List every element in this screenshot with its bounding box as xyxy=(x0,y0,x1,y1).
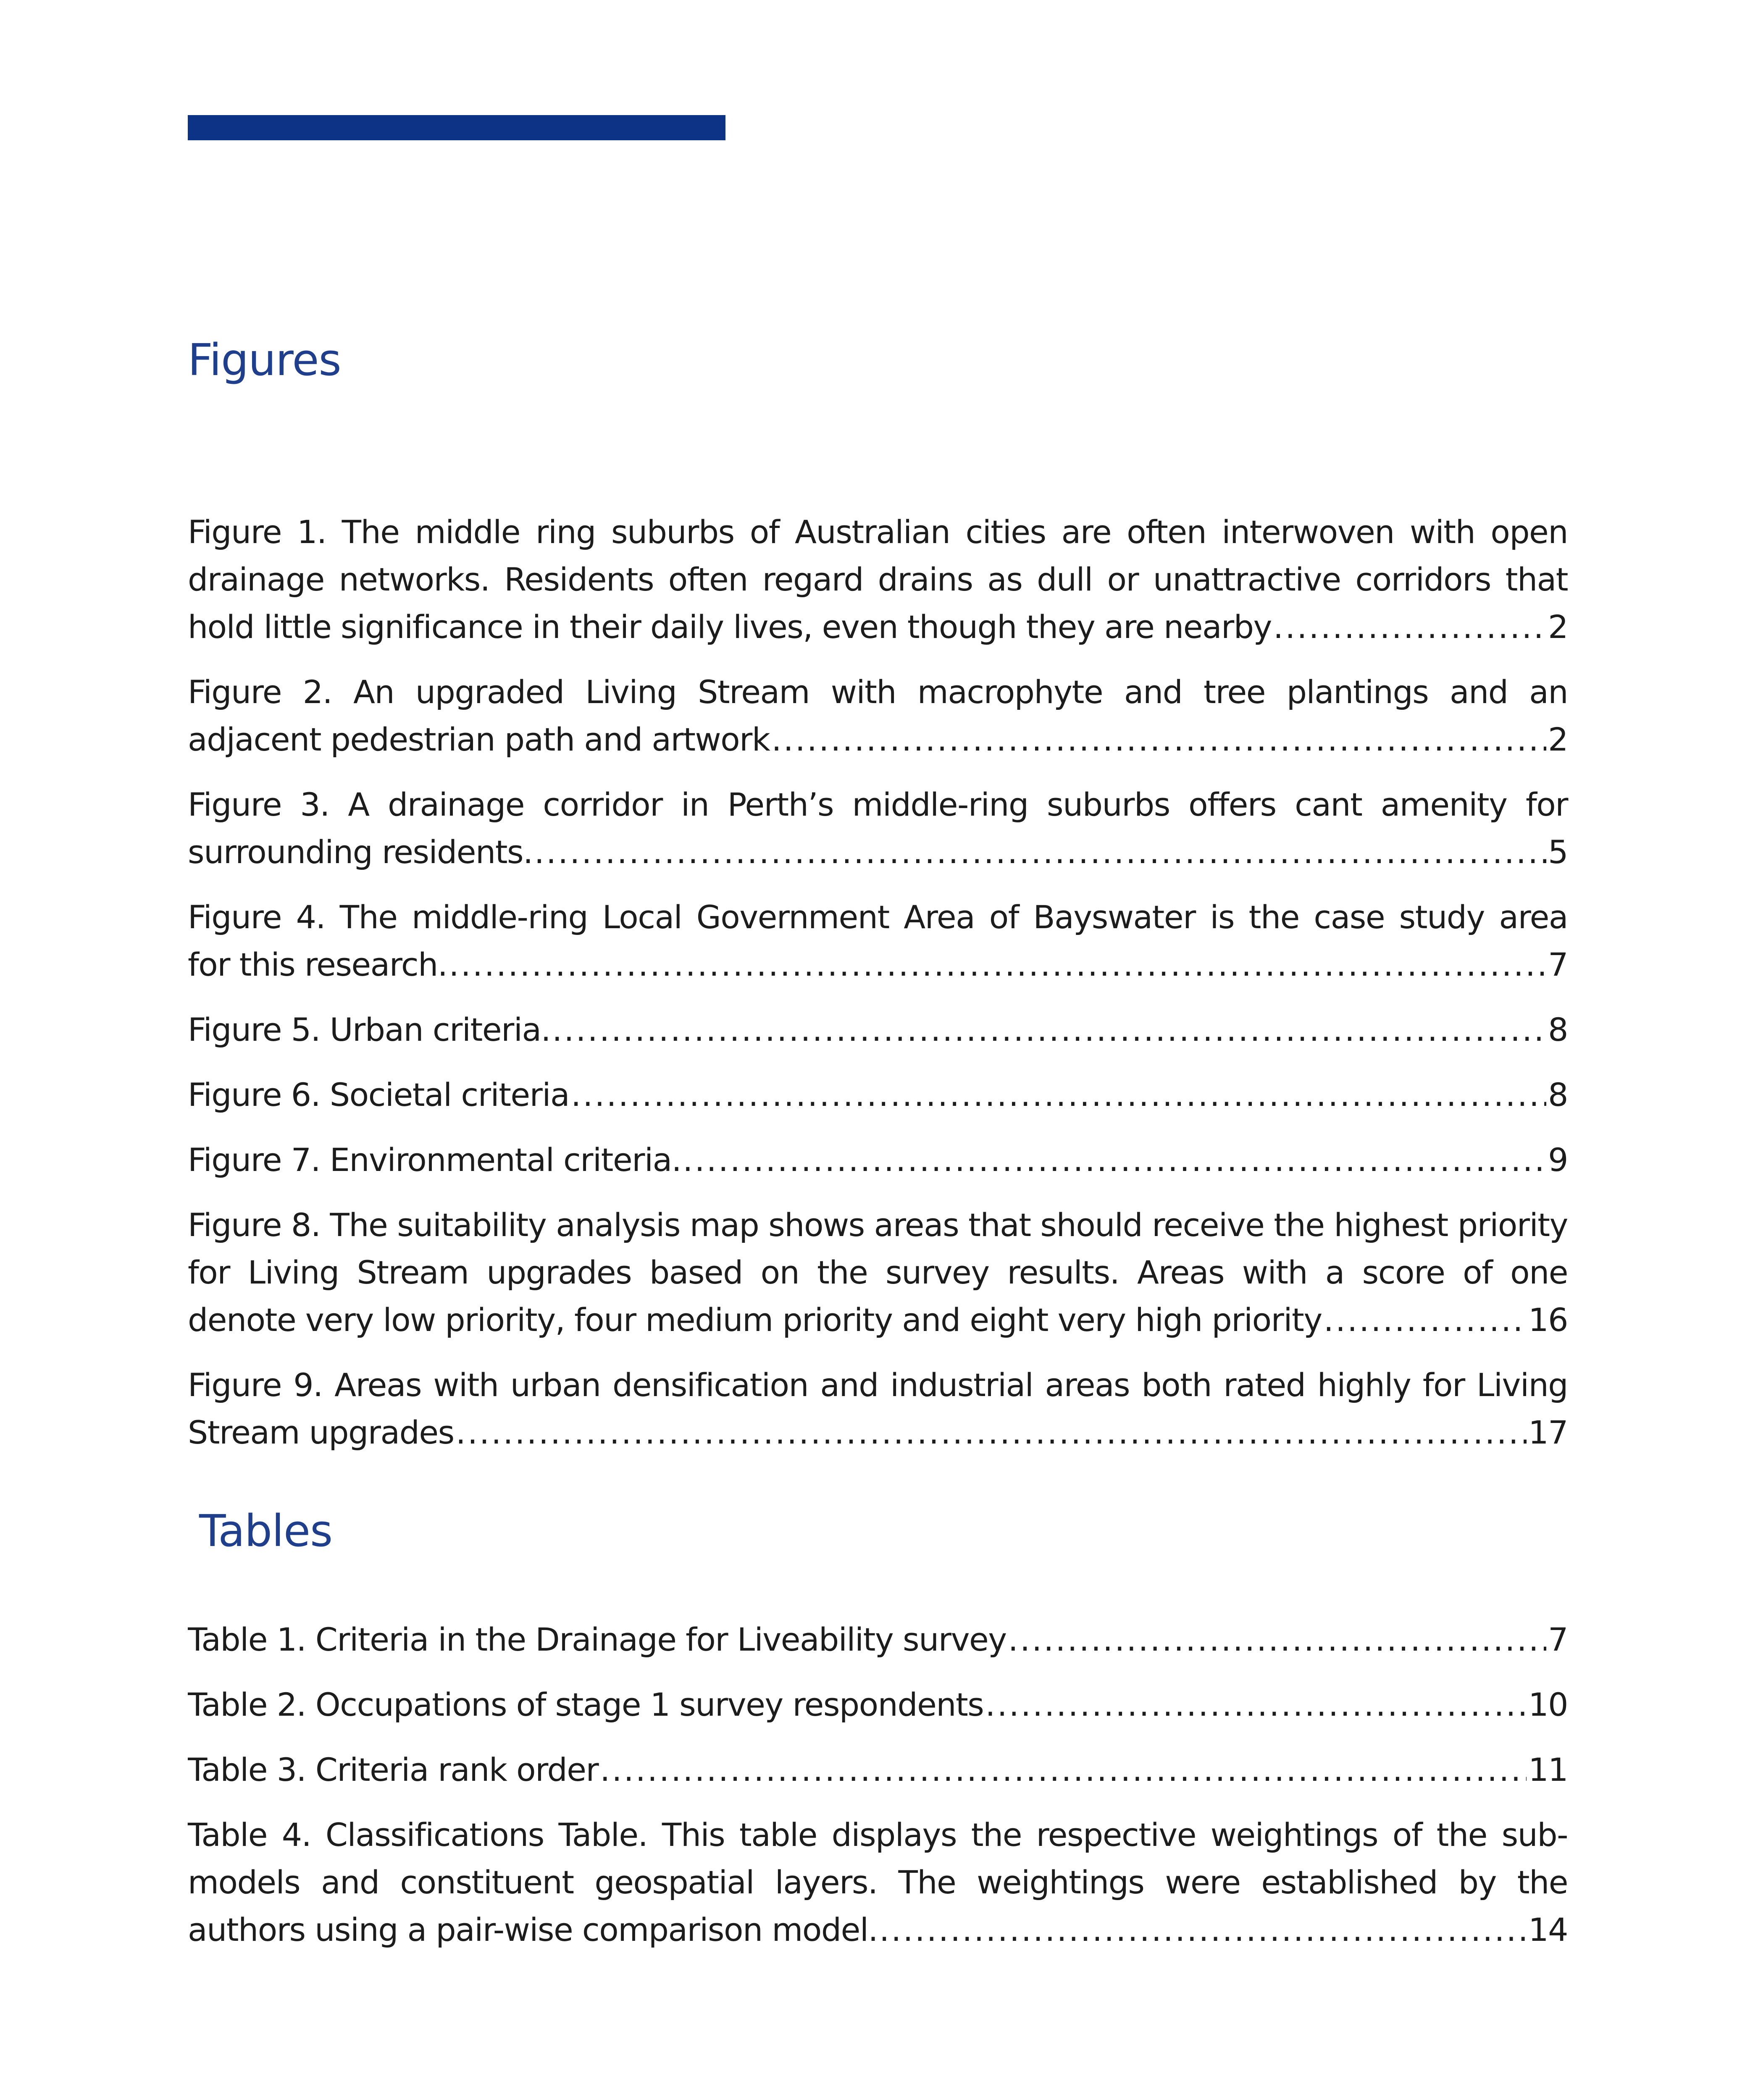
entry-title-line: Figure 2. An upgraded Living Stream with macrophyte and tree plantings and an xyxy=(188,673,1568,711)
page-number: 17 xyxy=(1528,1414,1568,1451)
page-number: 8 xyxy=(1548,1076,1568,1113)
entry-title-lines xyxy=(188,508,1568,603)
entry-last-line xyxy=(188,1296,1568,1344)
entry-title-lines xyxy=(188,893,1568,941)
entry-last-line xyxy=(188,828,1568,876)
entry-title-line: for Living Stream upgrades based on the survey results. Areas with a score of one xyxy=(188,1254,1568,1291)
entry-last-line xyxy=(188,716,1568,763)
entry-title-text: Figure 6. Societal criteria xyxy=(188,1076,570,1113)
entry-title-lines xyxy=(188,1361,1568,1409)
entry-title-text: surrounding residents. xyxy=(188,833,533,871)
entry-title-line: Figure 1. The middle ring suburbs of Australian cities are often interwoven with open xyxy=(188,513,1568,551)
entry-title-line: drainage networks. Residents often regard drains as dull or unattractive corridors that xyxy=(188,561,1568,598)
page-number: 11 xyxy=(1528,1751,1568,1788)
page-number: 2 xyxy=(1548,721,1568,758)
dot-leader xyxy=(771,716,1546,763)
table-entry[interactable] xyxy=(188,1616,1568,1663)
entry-title-lines xyxy=(188,781,1568,828)
entry-title-text: Table 2. Occupations of stage 1 survey respondents xyxy=(188,1686,984,1723)
entry-title-line: Figure 9. Areas with urban densification and industrial areas both rated highly for Living xyxy=(188,1366,1568,1404)
entry-last-line xyxy=(188,1746,1568,1793)
page-number: 9 xyxy=(1548,1141,1568,1179)
entry-title-lines xyxy=(188,668,1568,716)
entry-title-text: Table 1. Criteria in the Drainage for Liveability survey xyxy=(188,1621,1006,1658)
entry-title-lines xyxy=(188,1201,1568,1296)
entry-last-line xyxy=(188,603,1568,651)
page-number: 2 xyxy=(1548,608,1568,646)
page-number: 16 xyxy=(1528,1301,1568,1339)
dot-leader xyxy=(456,1409,1527,1456)
entry-title-text: authors using a pair-wise comparison model. xyxy=(188,1911,878,1948)
entry-last-line xyxy=(188,1409,1568,1456)
entry-title-text: Figure 7. Environmental criteria. xyxy=(188,1141,681,1179)
header-accent-bar xyxy=(188,115,725,140)
dot-leader xyxy=(571,1071,1546,1118)
page-number: 7 xyxy=(1548,1621,1568,1658)
figure-entry[interactable] xyxy=(188,668,1568,763)
entry-last-line xyxy=(188,1136,1568,1184)
figure-entry[interactable] xyxy=(188,781,1568,876)
figures-list xyxy=(188,508,1568,1474)
table-entry[interactable] xyxy=(188,1811,1568,1953)
figure-entry[interactable] xyxy=(188,1361,1568,1456)
page-number: 10 xyxy=(1528,1686,1568,1723)
dot-leader xyxy=(985,1681,1527,1728)
figure-entry[interactable] xyxy=(188,1136,1568,1184)
figure-entry[interactable] xyxy=(188,1006,1568,1053)
dot-leader xyxy=(879,1906,1527,1953)
entry-title-text: for this research. xyxy=(188,946,447,983)
dot-leader xyxy=(1008,1616,1546,1663)
entry-last-line xyxy=(188,941,1568,988)
entry-last-line xyxy=(188,1006,1568,1053)
tables-list xyxy=(188,1616,1568,1971)
dot-leader xyxy=(683,1136,1546,1184)
entry-title-text: Stream upgrades xyxy=(188,1414,454,1451)
dot-leader xyxy=(534,828,1546,876)
entry-title-line: Table 4. Classifications Table. This table displays the respective weightings of the sub- xyxy=(188,1816,1568,1853)
figure-entry[interactable] xyxy=(188,1201,1568,1344)
entry-title-line: models and constituent geospatial layers. The weightings were established by the xyxy=(188,1864,1568,1901)
entry-title-text: adjacent pedestrian path and artwork xyxy=(188,721,770,758)
dot-leader xyxy=(449,941,1546,988)
table-entry[interactable] xyxy=(188,1681,1568,1728)
tables-heading: Tables xyxy=(199,1505,333,1557)
figure-entry[interactable] xyxy=(188,1071,1568,1118)
entry-title-line: Figure 4. The middle-ring Local Government Area of Bayswater is the case study area xyxy=(188,898,1568,936)
dot-leader xyxy=(1273,603,1546,651)
entry-last-line xyxy=(188,1616,1568,1663)
entry-title-text: Figure 5. Urban criteria. xyxy=(188,1011,551,1048)
page-number: 14 xyxy=(1528,1911,1568,1948)
entry-last-line xyxy=(188,1071,1568,1118)
figure-entry[interactable] xyxy=(188,508,1568,651)
dot-leader xyxy=(600,1746,1527,1793)
entry-title-text: hold little significance in their daily lives, even though they are nearby xyxy=(188,608,1272,646)
page-number: 7 xyxy=(1548,946,1568,983)
figure-entry[interactable] xyxy=(188,893,1568,988)
page-number: 5 xyxy=(1548,833,1568,871)
page-number: 8 xyxy=(1548,1011,1568,1048)
entry-last-line xyxy=(188,1906,1568,1953)
entry-title-lines xyxy=(188,1811,1568,1906)
figures-heading: Figures xyxy=(188,334,341,386)
dot-leader xyxy=(552,1006,1546,1053)
entry-title-text: denote very low priority, four medium priority and eight very high priority xyxy=(188,1301,1322,1339)
entry-title-text: Table 3. Criteria rank order xyxy=(188,1751,599,1788)
dot-leader xyxy=(1324,1296,1527,1344)
table-entry[interactable] xyxy=(188,1746,1568,1793)
entry-last-line xyxy=(188,1681,1568,1728)
entry-title-line: Figure 3. A drainage corridor in Perth’s middle-ring suburbs offers cant amenity for xyxy=(188,786,1568,823)
entry-title-line: Figure 8. The suitability analysis map shows areas that should receive the highest priority xyxy=(188,1206,1568,1244)
